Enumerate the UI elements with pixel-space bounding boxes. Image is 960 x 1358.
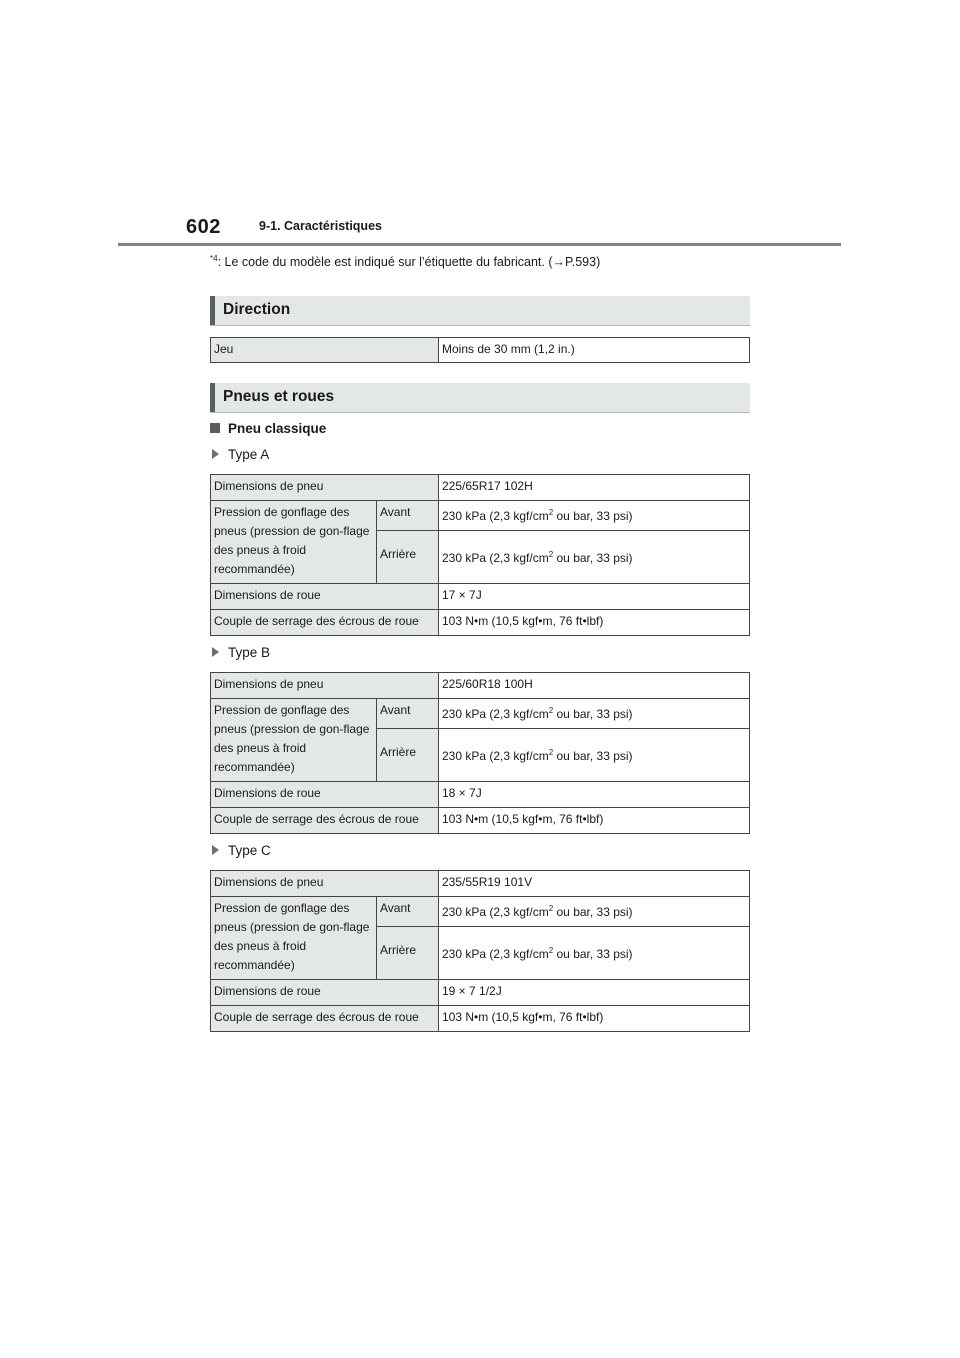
front-value: 230 kPa (2,3 kgf/$cm^2$ ou bar, 33 psi) [439, 501, 750, 531]
footnote [210, 254, 600, 269]
wheel-value: 19 × 7 1/2J [439, 980, 750, 1006]
table-row [211, 584, 750, 610]
section-title: 9-1. Caractéristiques [259, 219, 382, 233]
wheel-value: 17 × 7J [439, 584, 750, 610]
footnote-text: : Le code du modèle est indiqué sur l’étiquette du fabricant. (→P.593) [217, 255, 601, 270]
footnote-marker: *4 [210, 254, 218, 263]
rear-label: Arrière [377, 729, 439, 782]
subsection-label: Pneu classique [228, 421, 327, 436]
dim-value: 225/65R17 102H [439, 475, 750, 501]
torque-value: 103 N•m (10,5 kgf•m, 76 ft•lbf) [439, 610, 750, 636]
table-row [211, 1006, 750, 1032]
table-row [211, 501, 750, 531]
pressure-label: Pression de gonflage des pneus (pression de gon-flage des pneus à froid recommandée) [211, 501, 377, 584]
heading-accent [210, 383, 215, 412]
table-row [211, 782, 750, 808]
direction-value: Moins de 30 mm (1,2 in.) [439, 338, 750, 363]
pressure-label: Pression de gonflage des pneus (pression de gon-flage des pneus à froid recommandée) [211, 699, 377, 782]
triangle-bullet-icon [212, 845, 219, 855]
wheel-label: Dimensions de roue [211, 782, 439, 808]
table-row [211, 338, 750, 363]
table-row [211, 871, 750, 897]
dim-label: Dimensions de pneu [211, 871, 439, 897]
type-b-heading [212, 645, 270, 660]
rear-value: 230 kPa (2,3 kgf/$cm^2$ ou bar, 33 psi) [439, 927, 750, 980]
type-c-heading [212, 843, 271, 858]
torque-value: 103 N•m (10,5 kgf•m, 76 ft•lbf) [439, 1006, 750, 1032]
dim-value: 235/55R19 101V [439, 871, 750, 897]
rear-value: 230 kPa (2,3 kgf/$cm^2$ ou bar, 33 psi) [439, 729, 750, 782]
wheel-label: Dimensions de roue [211, 980, 439, 1006]
tires-heading [210, 383, 750, 413]
page-number: 602 [186, 216, 221, 238]
torque-label: Couple de serrage des écrous de roue [211, 610, 439, 636]
direction-title: Direction [223, 301, 291, 318]
dim-value: 225/60R18 100H [439, 673, 750, 699]
direction-heading [210, 296, 750, 326]
table-row [211, 980, 750, 1006]
table-row [211, 897, 750, 927]
direction-label: Jeu [211, 338, 439, 363]
wheel-label: Dimensions de roue [211, 584, 439, 610]
type-label: Type C [228, 843, 271, 858]
table-row [211, 673, 750, 699]
dim-label: Dimensions de pneu [211, 475, 439, 501]
front-label: Avant [377, 501, 439, 531]
square-bullet-icon [210, 423, 220, 433]
torque-label: Couple de serrage des écrous de roue [211, 808, 439, 834]
table-row [211, 699, 750, 729]
subsection-heading [210, 421, 326, 436]
type-label: Type A [228, 447, 270, 462]
torque-label: Couple de serrage des écrous de roue [211, 1006, 439, 1032]
dim-label: Dimensions de pneu [211, 673, 439, 699]
front-label: Avant [377, 897, 439, 927]
pressure-label: Pression de gonflage des pneus (pression de gon-flage des pneus à froid recommandée) [211, 897, 377, 980]
type-a-heading [212, 447, 269, 462]
table-row [211, 610, 750, 636]
front-label: Avant [377, 699, 439, 729]
wheel-value: 18 × 7J [439, 782, 750, 808]
rear-label: Arrière [377, 927, 439, 980]
tires-title: Pneus et roues [223, 388, 335, 405]
rear-label: Arrière [377, 531, 439, 584]
header-rule [118, 243, 841, 246]
table-row [211, 808, 750, 834]
type-c-table [210, 870, 750, 1032]
direction-table [210, 337, 750, 363]
table-row [211, 475, 750, 501]
triangle-bullet-icon [212, 449, 219, 459]
heading-accent [210, 296, 215, 325]
front-value: 230 kPa (2,3 kgf/$cm^2$ ou bar, 33 psi) [439, 699, 750, 729]
rear-value: 230 kPa (2,3 kgf/$cm^2$ ou bar, 33 psi) [439, 531, 750, 584]
type-label: Type B [228, 645, 271, 660]
triangle-bullet-icon [212, 647, 219, 657]
front-value: 230 kPa (2,3 kgf/$cm^2$ ou bar, 33 psi) [439, 897, 750, 927]
type-b-table [210, 672, 750, 834]
torque-value: 103 N•m (10,5 kgf•m, 76 ft•lbf) [439, 808, 750, 834]
type-a-table [210, 474, 750, 636]
